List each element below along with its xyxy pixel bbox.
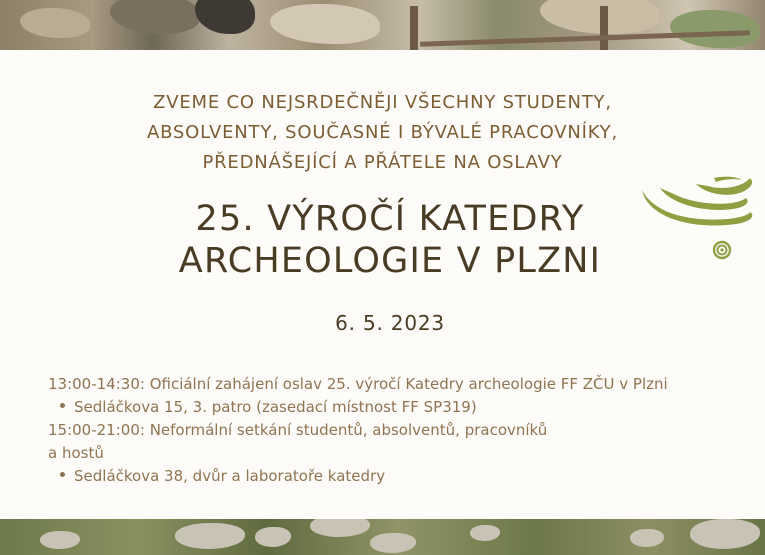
opening-place-text: Sedláčkova 15, 3. patro (zasedací místnost FF SP319) [74, 398, 477, 416]
footer-landscape-photo [0, 519, 765, 555]
program-item-opening: 13:00-14:30: Oficiální zahájení oslav 25. výročí Katedry archeologie FF ZČU v Plzni [48, 375, 668, 393]
program-item-opening-place [48, 396, 748, 419]
invitation-line-1: ZVEME CO NEJSRDEČNĚJI VŠECHNY STUDENTY, [153, 92, 612, 113]
header-landscape-photo [0, 0, 765, 50]
program-item-meeting-continued: a hostů [48, 444, 104, 462]
bullet-icon [60, 403, 65, 408]
program-item-meeting: 15:00-21:00: Neformální setkání studentů, absolventů, pracovníků [48, 421, 548, 439]
bullet-icon [60, 472, 65, 477]
event-date: 6. 5. 2023 [335, 311, 445, 335]
event-title-line-2: ARCHEOLOGIE V PLZNI [178, 241, 602, 281]
invitation-text [0, 88, 765, 178]
program-item-meeting-place [48, 465, 748, 488]
invitation-line-3: PŘEDNÁŠEJÍCÍ A PŘÁTELE NA OSLAVY [202, 152, 563, 173]
invitation-line-2: ABSOLVENTY, SOUČASNÉ I BÝVALÉ PRACOVNÍKY, [146, 122, 618, 143]
event-title-line-1: 25. VÝROČÍ KATEDRY [195, 199, 585, 239]
meeting-place-text: Sedláčkova 38, dvůr a laboratoře katedry [74, 467, 386, 485]
department-logo-icon [638, 172, 763, 264]
program-schedule [48, 373, 748, 488]
